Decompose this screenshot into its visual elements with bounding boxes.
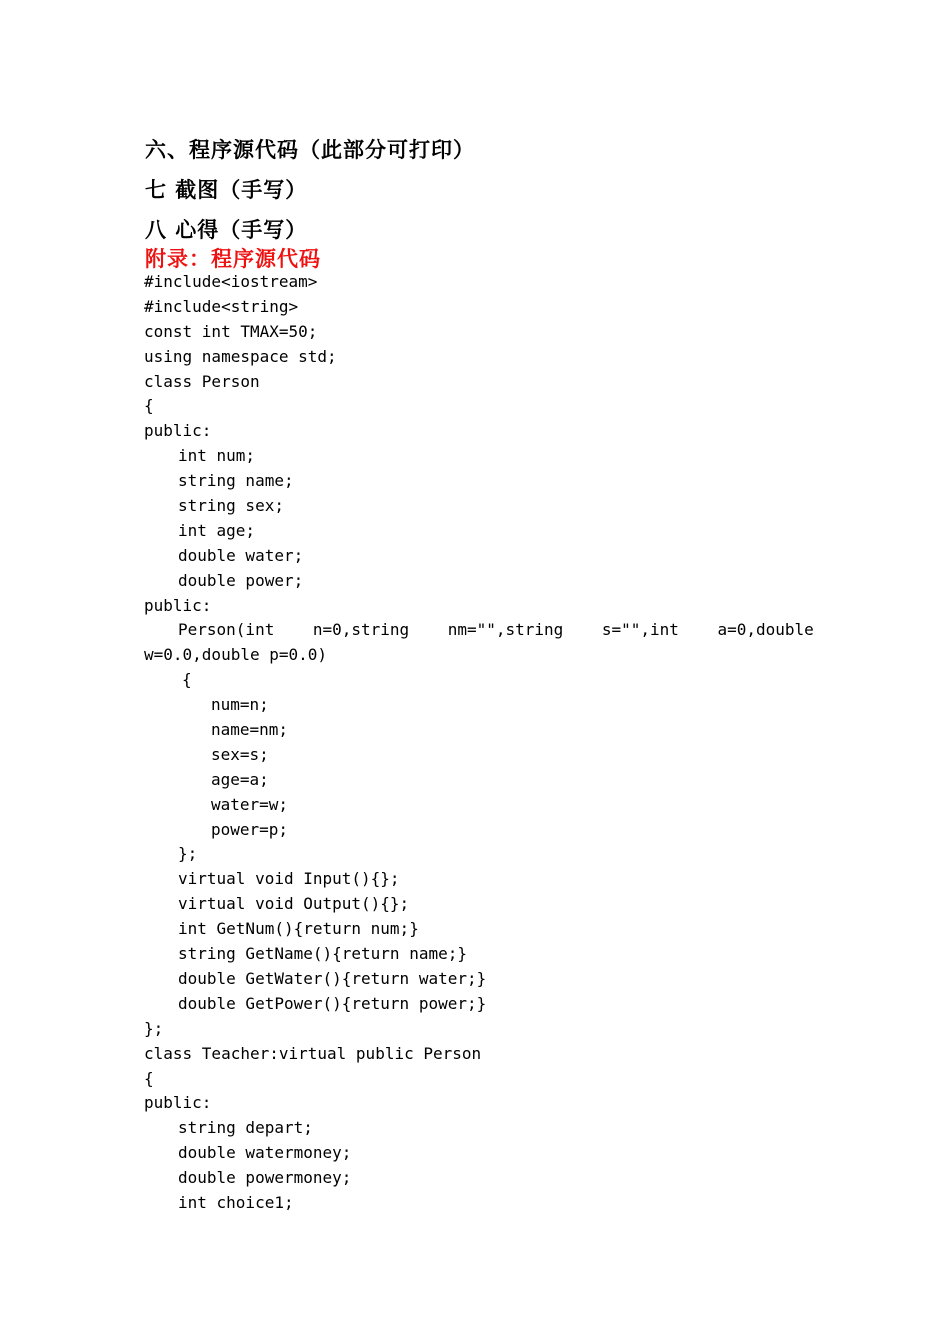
code-line: string name; (178, 471, 294, 491)
section-heading-seven: 七 截图（手写） (145, 177, 308, 202)
code-line: string sex; (178, 496, 284, 516)
code-line: double watermoney; (178, 1143, 352, 1163)
code-line: power=p; (211, 819, 289, 839)
section-heading-eight: 八 心得（手写） (145, 217, 308, 242)
code-line: int num; (178, 446, 256, 466)
code-line: #include<string> (144, 296, 299, 316)
code-line: using namespace std; (144, 346, 337, 366)
code-line: int choice1; (178, 1192, 294, 1212)
code-line: const int TMAX=50; (144, 321, 318, 341)
code-line: { (144, 396, 154, 416)
code-line: class Person (144, 371, 260, 391)
code-line: double powermoney; (178, 1168, 352, 1188)
code-line: public: (144, 595, 212, 615)
code-line: #include<iostream> (144, 272, 318, 291)
code-line: double GetWater(){return water;} (178, 968, 487, 988)
code-line: public: (144, 421, 212, 441)
code-line: water=w; (211, 794, 289, 814)
source-code-block (0, 270, 950, 1216)
code-line: { (182, 670, 192, 690)
code-line: double water; (178, 545, 304, 565)
code-line: }; (144, 1018, 164, 1038)
code-line: Person(int n=0,string nm="",string s="",int a=0,double (178, 620, 814, 640)
code-line: string GetName(){return name;} (178, 944, 467, 964)
code-line: }; (178, 844, 198, 864)
code-line: name=nm; (211, 720, 289, 740)
code-line: double GetPower(){return power;} (178, 993, 487, 1013)
code-line: sex=s; (211, 744, 269, 764)
code-line: num=n; (211, 695, 269, 715)
code-line: { (144, 1068, 154, 1088)
code-line: class Teacher:virtual public Person (144, 1043, 482, 1063)
code-line: public: (144, 1093, 212, 1113)
code-line: age=a; (211, 769, 269, 789)
code-line: int GetNum(){return num;} (178, 919, 419, 939)
code-line: w=0.0,double p=0.0) (144, 645, 328, 665)
section-heading-six: 六、程序源代码（此部分可打印） (145, 137, 475, 162)
code-line: virtual void Output(){}; (178, 894, 410, 914)
appendix-title: 附录：程序源代码 (145, 246, 321, 271)
code-line: int age; (178, 520, 256, 540)
code-line: virtual void Input(){}; (178, 869, 400, 889)
code-line: string depart; (178, 1118, 313, 1138)
code-line: double power; (178, 570, 304, 590)
